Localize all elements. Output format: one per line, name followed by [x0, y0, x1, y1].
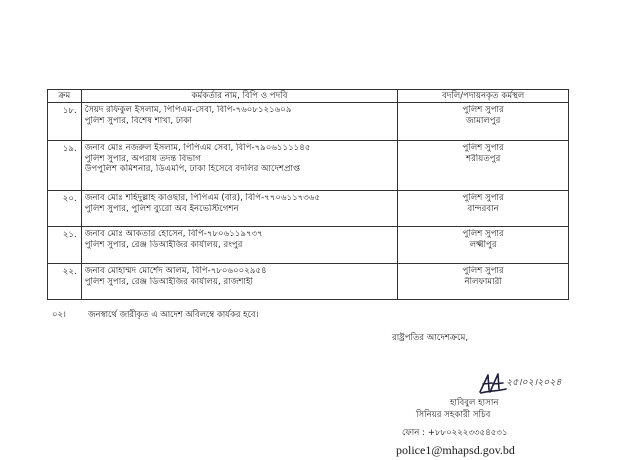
officer-line: জনাব মোঃ আকতার হোসেন, বিপি-৭৮০৬১১৯৭৩৭ [84, 229, 263, 239]
row-posting [398, 141, 569, 191]
officer-line: জনাব মোঃ নজরুল ইসলাম, পিপিএম সেবা, বিপি-৭৯০৬১১১১৪৫ [84, 143, 311, 153]
paragraph-02 [52, 308, 259, 322]
signature-scribble-icon [476, 372, 510, 396]
table-row [48, 191, 569, 227]
row-officer [81, 191, 398, 227]
officer-line: পুলিশ সুপার, রেঞ্জ ডিআইজির কার্যালয়, রংপুর [84, 239, 243, 250]
row-posting [398, 103, 569, 141]
signatory-email: police1@mhapsd.gov.bd [396, 443, 515, 457]
posting-line: বান্দরবান [467, 203, 499, 214]
signatory-name: হাবিবুল হাসান [450, 398, 499, 408]
signatory-designation: সিনিয়র সহকারী সচিব [416, 410, 491, 420]
posting-line: শরীয়তপুর [465, 153, 501, 164]
posting-line: নীলফামারী [464, 276, 502, 287]
officer-line: জনাব মোহাম্মদ মোর্শেদ আলম, বিপি-৭৮০৬০০২৯৫৪ [84, 266, 267, 276]
signatory-phone: ফোন : +৮৮০২২২৩৩৫৪৫৩১ [402, 428, 508, 438]
posting-line: পুলিশ সুপার [462, 143, 504, 153]
posting-line: পুলিশ সুপার [462, 266, 504, 276]
row-serial: ২২. [48, 264, 82, 300]
posting-line: লক্ষ্মীপুর [469, 239, 497, 250]
officer-line: পুলিশ সুপার, অপরাধ তদন্ত বিভাগ [84, 153, 201, 164]
header-serial: ক্রম [48, 90, 82, 103]
posting-line: জামালপুর [465, 115, 501, 126]
posting-line: পুলিশ সুপার [462, 105, 504, 115]
row-serial: ১৮. [48, 103, 82, 141]
row-officer [81, 264, 398, 300]
row-posting [398, 227, 569, 264]
officer-line: পুলিশ সুপার, পুলিশ ব্যুরো অব ইনভেস্টিগেশন [84, 203, 239, 214]
paragraph-text: জনস্বার্থে জারীকৃত এ আদেশ অবিলম্বে কার্যকর হবে। [88, 309, 259, 319]
table-row [48, 103, 569, 141]
officer-line: পুলিশ সুপার, রেঞ্জ ডিআইজির কার্যালয়, রাজশাহী [84, 276, 253, 287]
row-officer [81, 227, 398, 264]
posting-line: পুলিশ সুপার [462, 229, 504, 239]
table-header-row [48, 90, 569, 103]
signature-date: ২৫।০২।২০২৪ [506, 377, 562, 388]
table-row [48, 227, 569, 264]
order-by-president: রাষ্ট্রপতির আদেশক্রমে, [392, 333, 469, 343]
row-posting [398, 191, 569, 227]
paragraph-number: ০২। [52, 309, 66, 319]
officer-line: জনাব মোঃ শহিদুল্লাহ কাওছার, পিপিএম (বার), বিপি-৭৭০৬১১৭৩৬৫ [84, 193, 321, 203]
row-officer [81, 141, 398, 191]
officer-line: উপপুলিশ কমিশনার, ডিএমপি, ঢাকা হিসেবে বদলির আদেশপ্রাপ্ত [84, 164, 301, 175]
header-posting: বদলি/পদায়নকৃত কর্মস্থল [398, 90, 569, 103]
table-row [48, 141, 569, 191]
officer-line: সৈয়দ রফিকুল ইসলাম, পিপিএম-সেবা, বিপি-৭৬০৮১২১৬০৯ [84, 105, 292, 115]
table-row [48, 264, 569, 300]
posting-table [47, 89, 569, 300]
row-serial: ২১. [48, 227, 82, 264]
posting-line: পুলিশ সুপার [462, 193, 504, 203]
row-officer [81, 103, 398, 141]
header-officer: কর্মকর্তার নাম, বিপি ও পদবি [81, 90, 398, 103]
row-posting [398, 264, 569, 300]
row-serial: ১৯. [48, 141, 82, 191]
officer-line: পুলিশ সুপার, বিশেষ শাখা, ঢাকা [84, 115, 192, 126]
row-serial: ২০. [48, 191, 82, 227]
